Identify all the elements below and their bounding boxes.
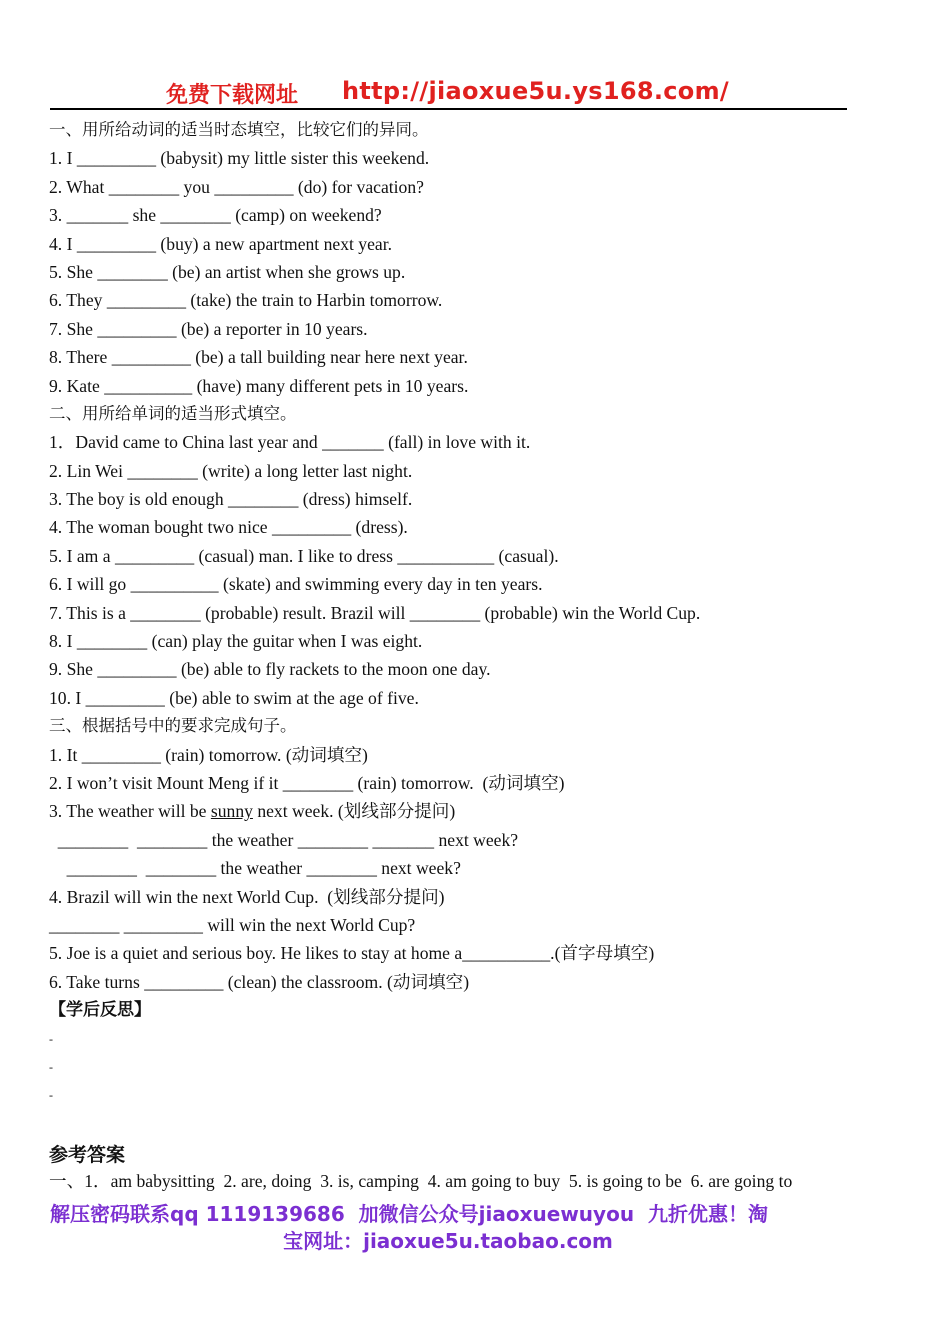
- answers-title: 参考答案: [49, 1144, 126, 1166]
- s3-item-3-answer-line-2: ________ ________ the weather ________ next week?: [49, 858, 461, 879]
- s3-item-3: [49, 797, 869, 825]
- s1-item-2: 2. What ________ you _________ (do) for vacation?: [49, 176, 424, 197]
- s1-item-4: 4. I _________ (buy) a new apartment next year.: [49, 233, 392, 254]
- s1-item-7: 7. She _________ (be) a reporter in 10 years.: [49, 318, 368, 339]
- s2-item-3: 3. The boy is old enough ________ (dress) himself.: [49, 489, 413, 510]
- reflection-dash-3: -: [49, 1088, 53, 1103]
- s1-item-9: 9. Kate __________ (have) many different pets in 10 years.: [49, 375, 469, 396]
- worksheet-body: [49, 116, 869, 1110]
- footer-shop-url[interactable]: 宝网址：jiaoxue5u.taobao.com: [283, 1229, 613, 1253]
- s3-item-4: 4. Brazil will win the next World Cup. (划线部分提问): [49, 886, 445, 907]
- footer-contact-line: 解压密码联系qq 1119139686 加微信公众号jiaoxuewuyou 九折优惠！淘: [50, 1202, 768, 1226]
- section-3-title: 三、根据括号中的要求完成句子。: [49, 716, 297, 736]
- s2-item-4: 4. The woman bought two nice _________ (dress).: [49, 517, 408, 538]
- header-url-link[interactable]: http://jiaoxue5u.ys168.com/: [342, 77, 729, 105]
- s3-item-5: 5. Joe is a quiet and serious boy. He likes to stay at home a__________.(首字母填空): [49, 943, 655, 964]
- s2-item-7: 7. This is a ________ (probable) result. Brazil will ________ (probable) win the World Cup.: [49, 602, 701, 623]
- answers-line-1: 一、1．am babysitting 2. are, doing 3. is, camping 4. am going to buy 5. is going to be 6. are going to: [49, 1171, 793, 1191]
- s3-item-3-underlined-word: sunny: [210, 801, 253, 822]
- s3-item-3-prefix: 3. The weather will be: [49, 801, 211, 822]
- page-header: [50, 76, 847, 110]
- s1-item-1: 1. I _________ (babysit) my little sister this weekend.: [49, 148, 430, 169]
- s3-item-6: 6. Take turns _________ (clean) the classroom. (动词填空): [49, 971, 470, 992]
- header-free-download-label: 免费下载网址: [166, 83, 299, 108]
- s2-item-9: 9. She _________ (be) able to fly rackets to the moon one day.: [49, 659, 491, 680]
- s3-item-2: 2. I won’t visit Mount Meng if it ________ (rain) tomorrow. (动词填空): [49, 772, 565, 793]
- s1-item-5: 5. She ________ (be) an artist when she grows up.: [49, 261, 406, 282]
- s2-item-2: 2. Lin Wei ________ (write) a long letter last night.: [49, 460, 413, 481]
- s2-item-8: 8. I ________ (can) play the guitar when I was eight.: [49, 631, 423, 652]
- s2-item-5: 5. I am a _________ (casual) man. I like to dress ___________ (casual).: [49, 545, 559, 566]
- section-1-title: 一、用所给动词的适当时态填空，比较它们的异同。: [49, 120, 429, 139]
- reflection-dash-1: -: [49, 1031, 53, 1046]
- s1-item-6: 6. They _________ (take) the train to Harbin tomorrow.: [49, 290, 443, 311]
- s1-item-3: 3. _______ she ________ (camp) on weekend?: [49, 205, 382, 226]
- reflection-dash-2: -: [49, 1059, 53, 1074]
- s3-item-4-answer-line: ________ _________ will win the next World Cup?: [49, 914, 416, 935]
- s3-item-1: 1. It _________ (rain) tomorrow. (动词填空): [49, 744, 368, 765]
- s2-item-1: 1．David came to China last year and _______ (fall) in love with it.: [49, 432, 531, 453]
- s3-item-3-suffix: next week. (划线部分提问): [252, 801, 456, 822]
- s3-item-3-answer-line-1: ________ ________ the weather ________ _______ next week?: [49, 829, 519, 850]
- s1-item-8: 8. There _________ (be) a tall building near here next year.: [49, 347, 468, 368]
- section-2-title: 二、用所给单词的适当形式填空。: [49, 403, 297, 423]
- s2-item-10: 10. I _________ (be) able to swim at the age of five.: [49, 687, 419, 708]
- reflection-title: 【学后反思】: [49, 1000, 151, 1021]
- s2-item-6: 6. I will go __________ (skate) and swimming every day in ten years.: [49, 574, 543, 595]
